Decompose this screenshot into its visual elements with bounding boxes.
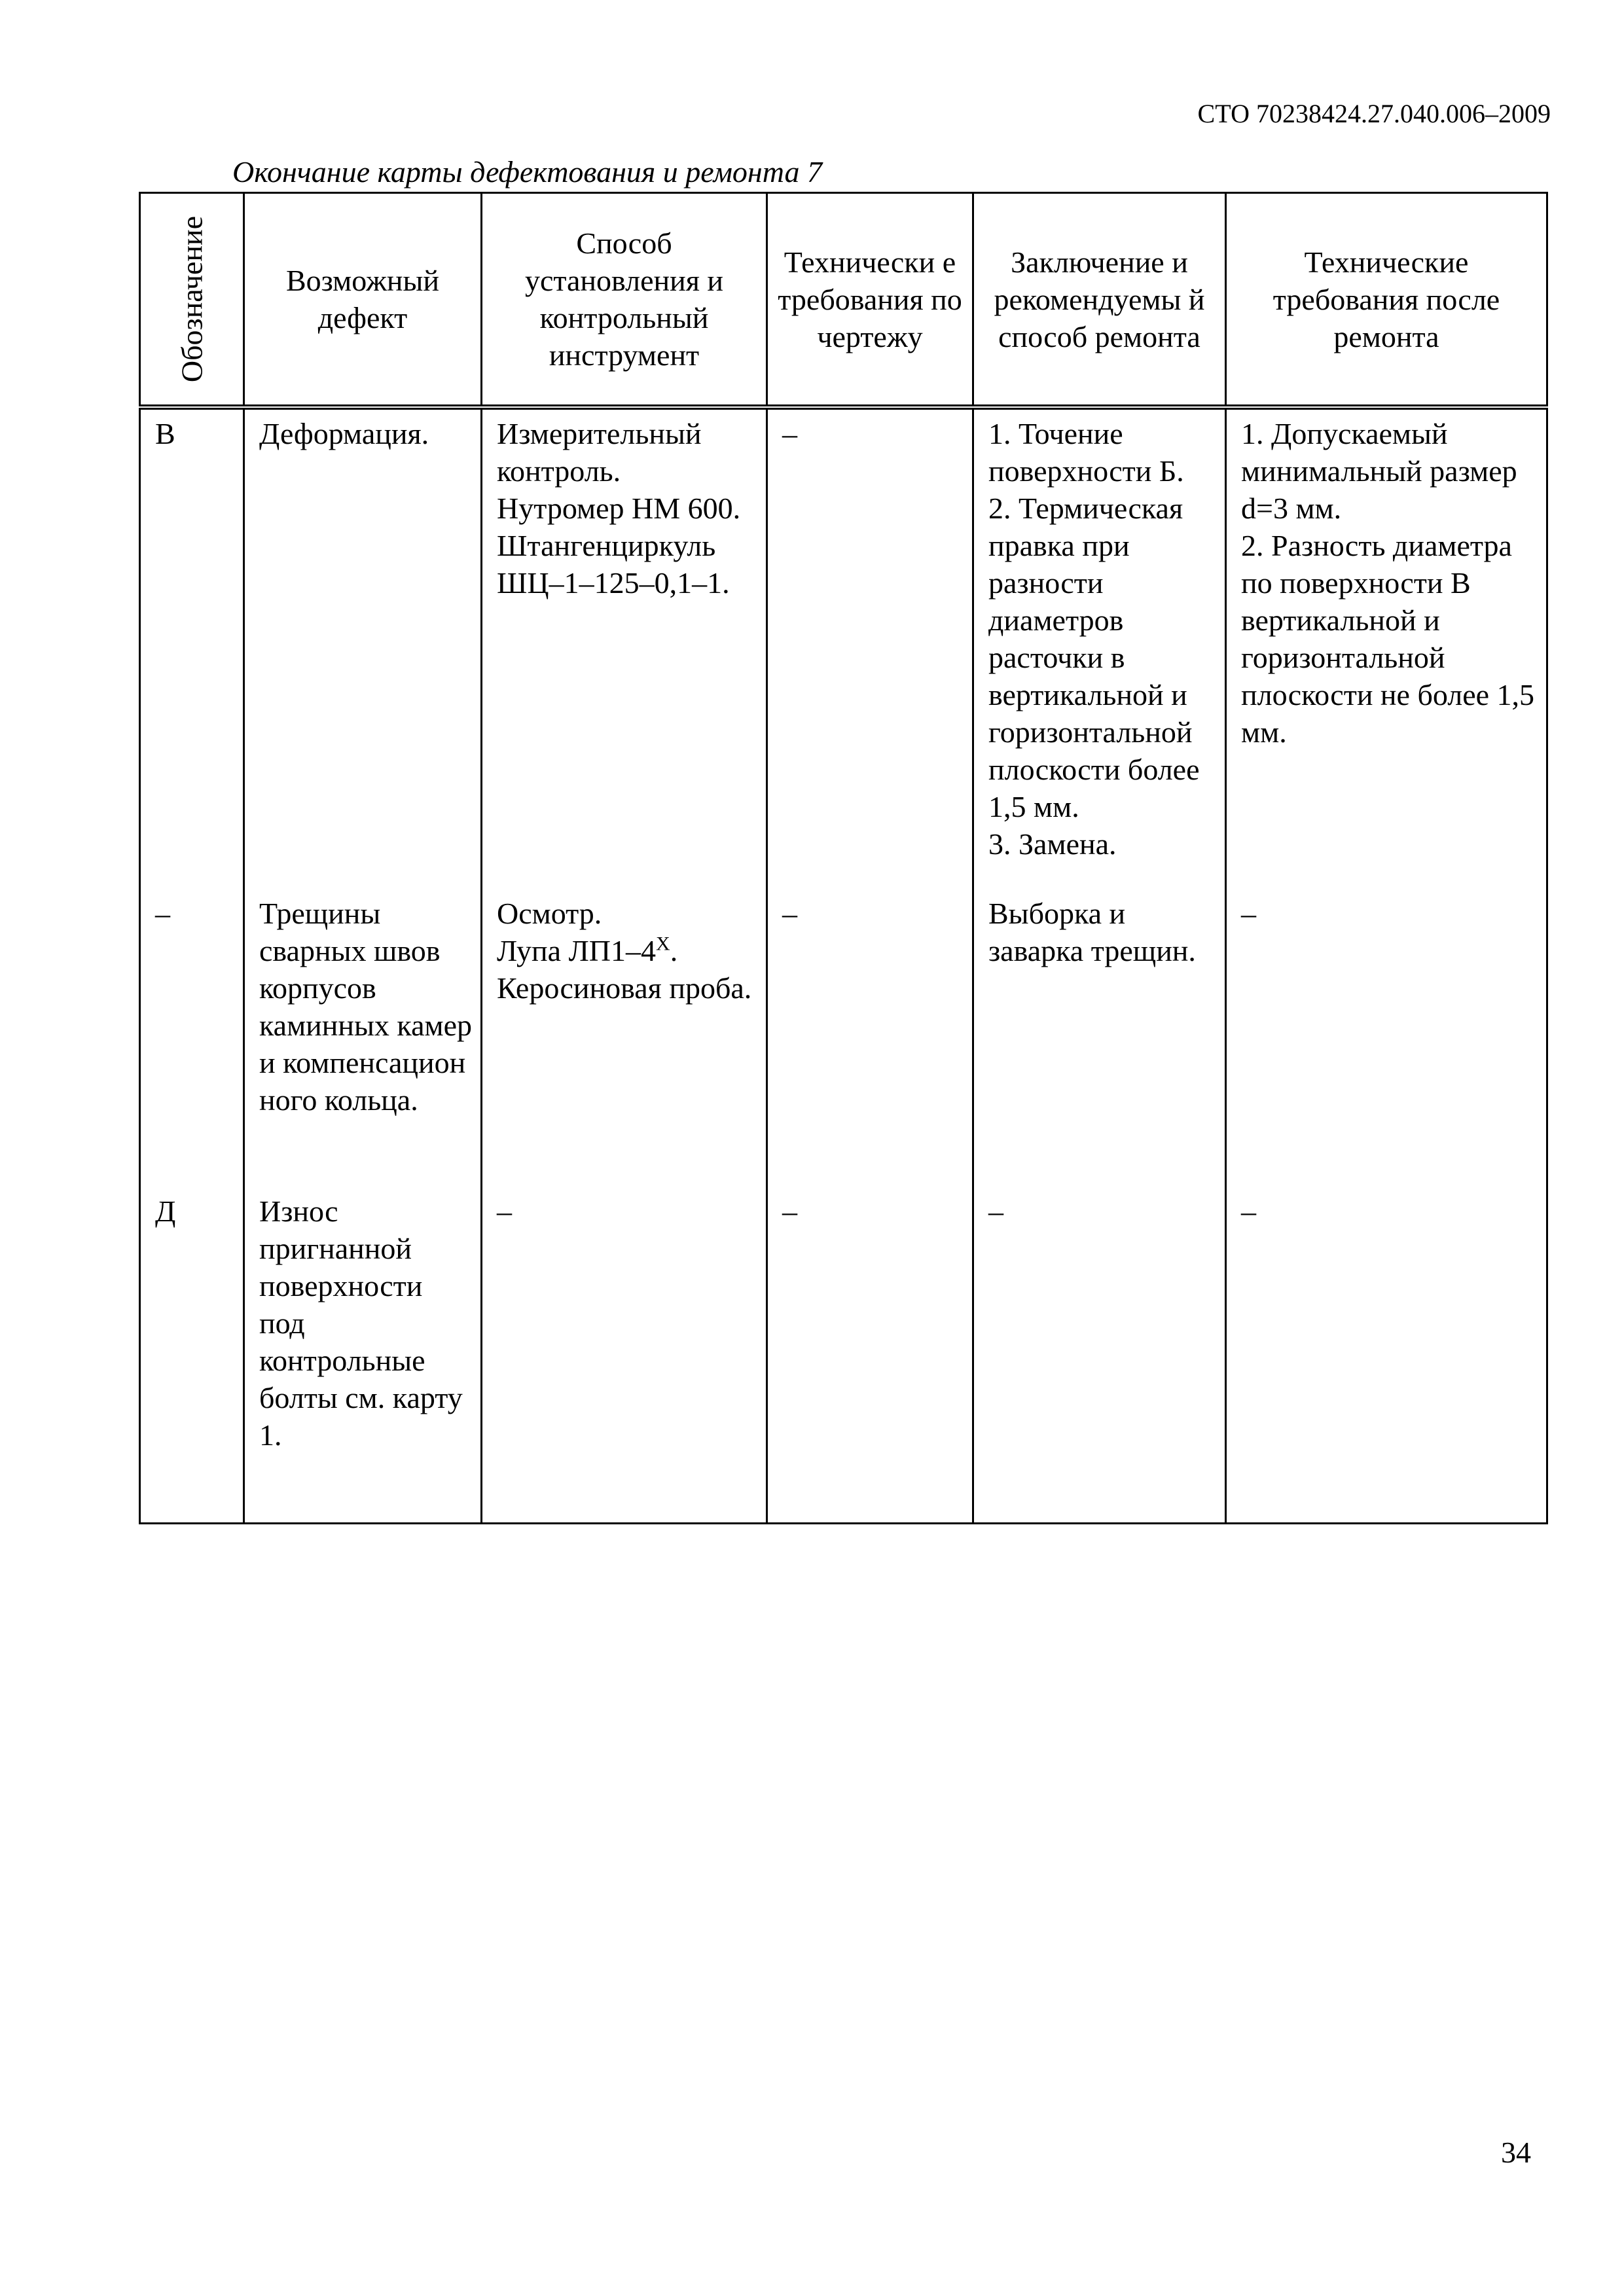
header-designation — [140, 193, 244, 408]
cell-repair: Выборка и заварка трещин. — [973, 895, 1226, 1193]
magnifier-superscript: X — [656, 933, 670, 955]
cell-method: – — [482, 1193, 767, 1524]
table-row — [140, 895, 1547, 1193]
header-drawing-requirements: Технически е требования по чертежу — [767, 193, 973, 408]
cell-after-repair: – — [1226, 1193, 1547, 1524]
cell-designation: В — [140, 407, 244, 895]
cell-drawing-requirements: – — [767, 407, 973, 895]
method-magnifier — [497, 932, 758, 969]
method-kerosene-test: Керосиновая проба. — [497, 971, 752, 1005]
header-after-repair: Технические требования после ремонта — [1226, 193, 1547, 408]
cell-defect: Трещины сварных швов корпусов каминных камер и компенсацион ного кольца. — [244, 895, 482, 1193]
cell-after-repair: – — [1226, 895, 1547, 1193]
cell-designation: Д — [140, 1193, 244, 1524]
method-inspection: Осмотр. — [497, 897, 602, 930]
header-defect: Возможный дефект — [244, 193, 482, 408]
header-method: Способ установления и контрольный инструмент — [482, 193, 767, 408]
header-designation-label: Обозначение — [175, 215, 209, 383]
cell-defect: Деформация. — [244, 407, 482, 895]
document-code: СТО 70238424.27.040.006–2009 — [1197, 99, 1551, 128]
cell-drawing-requirements: – — [767, 895, 973, 1193]
cell-after-repair: 1. Допускаемый минимальный размер d=3 мм. 2. Разность диаметра по поверхности В вертикальной и горизонтальной плоскости не более 1,5 мм. — [1226, 407, 1547, 895]
cell-defect: Износ пригнанной поверхности под контрольные болты см. карту 1. — [244, 1193, 482, 1524]
cell-method — [482, 895, 767, 1193]
magnifier-label: Лупа ЛП1–4 — [497, 934, 657, 967]
table-header-row — [140, 193, 1547, 408]
magnifier-period: . — [670, 934, 678, 967]
table-row — [140, 407, 1547, 895]
cell-designation: – — [140, 895, 244, 1193]
cell-repair: 1. Точение поверхности Б. 2. Термическая правка при разности диаметров расточки в вертикальной и горизонтальной плоскости более 1,5 мм. 3. Замена. — [973, 407, 1226, 895]
table-caption: Окончание карты дефектования и ремонта 7 — [232, 155, 823, 188]
page-number: 34 — [1501, 2136, 1531, 2169]
table-row — [140, 1193, 1547, 1524]
cell-drawing-requirements: – — [767, 1193, 973, 1524]
header-repair: Заключение и рекомендуемы й способ ремонта — [973, 193, 1226, 408]
cell-repair: – — [973, 1193, 1226, 1524]
cell-method: Измерительный контроль. Нутромер НМ 600. Штангенциркуль ШЦ–1–125–0,1–1. — [482, 407, 767, 895]
defect-repair-table — [139, 192, 1548, 1524]
